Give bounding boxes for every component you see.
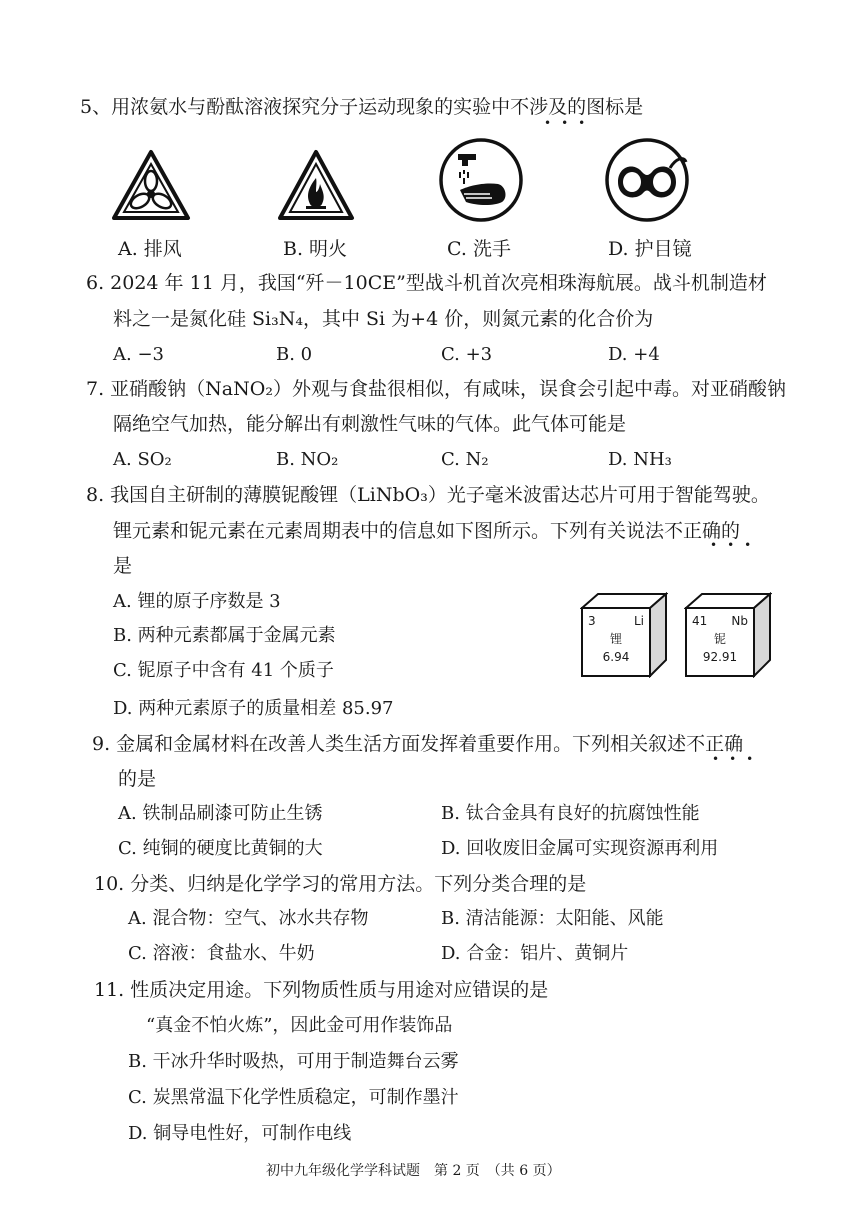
q10-option-a: A. 混合物：空气、冰水共存物 [128,908,369,929]
q11-stem: 11. 性质决定用途。下列物质性质与用途对应错误的是 [94,979,549,1001]
q8-option-a: A. 锂的原子序数是 3 [113,591,281,612]
q10-option-b: B. 清洁能源：太阳能、风能 [441,908,664,929]
q5-stem: 5、用浓氨水与酚酞溶液探究分子运动现象的实验中不涉及的图标是 [80,96,644,118]
q5-option-c: C. 洗手 [447,238,511,260]
q8-option-c: C. 铌原子中含有 41 个质子 [113,660,334,681]
q10-option-c: C. 溶液：食盐水、牛奶 [128,943,315,964]
q7-option-a: A. SO₂ [113,449,172,470]
fan-triangle-icon [110,148,192,228]
q7-stem-line2: 隔绝空气加热，能分解出有刺激性气味的气体。此气体可能是 [113,413,627,435]
q8-option-d: D. 两种元素原子的质量相差 85.97 [113,698,394,719]
emphasis-dots: ••• [544,116,596,130]
q8-stem-line2: 锂元素和铌元素在元素周期表中的信息如下图所示。下列有关说法不正确的 [113,520,741,542]
q9-option-c: C. 纯铜的硬度比黄铜的大 [118,838,323,859]
q9-stem-line2: 的是 [118,768,157,790]
q11-option-d: D. 铜导电性好，可制作电线 [128,1123,352,1144]
q9-stem-line1: 9. 金属和金属材料在改善人类生活方面发挥着重要作用。下列相关叙述不正确 [92,733,744,755]
q5-option-b: B. 明火 [283,238,348,260]
element-symbol: Nb [731,614,748,628]
emphasis-dots: ••• [712,752,764,766]
emphasis-dots: ••• [710,538,762,552]
q8-stem-line3: 是 [113,555,133,577]
element-number: 3 [588,614,596,628]
q8-stem-line1: 8. 我国自主研制的薄膜铌酸锂（LiNbO₃）光子毫米波雷达芯片可用于智能驾驶。 [86,484,770,506]
q9-option-d: D. 回收废旧金属可实现资源再利用 [441,838,719,859]
element-name: 铌 [713,632,726,646]
q9-option-b: B. 钛合金具有良好的抗腐蚀性能 [441,803,700,824]
q6-stem-line1: 6. 2024 年 11 月，我国“歼－10CE”型战斗机首次亮相珠海航展。战斗机制造材 [86,272,767,294]
flame-triangle-icon [276,148,356,228]
q8-option-b: B. 两种元素都属于金属元素 [113,625,336,646]
q10-stem: 10. 分类、归纳是化学学习的常用方法。下列分类合理的是 [94,873,587,895]
element-symbol: Li [633,614,644,628]
q11-option-a: “真金不怕火炼”，因此金可用作装饰品 [146,1015,453,1036]
page-footer: 初中九年级化学学科试题 第 2 页 （共 6 页） [266,1163,561,1179]
q5-option-d: D. 护目镜 [608,238,692,260]
element-name: 锂 [609,632,622,646]
q11-option-b: B. 干冰升华时吸热，可用于制造舞台云雾 [128,1051,459,1072]
q7-option-d: D. NH₃ [608,449,672,470]
element-number: 41 [692,614,708,628]
q11-option-c: C. 炭黑常温下化学性质稳定，可制作墨汁 [128,1087,459,1108]
q10-option-d: D. 合金：铝片、黄铜片 [441,943,629,964]
q7-option-b: B. NO₂ [276,449,339,470]
q7-option-c: C. N₂ [441,449,489,470]
q6-option-d: D. +4 [608,344,660,365]
q9-option-a: A. 铁制品刷漆可防止生锈 [118,803,323,824]
q6-option-a: A. −3 [113,344,164,365]
element-mass: 92.91 [702,650,738,664]
q6-option-b: B. 0 [276,344,313,365]
q6-stem-line2: 料之一是氮化硅 Si₃N₄，其中 Si 为+4 价，则氮元素的化合价为 [113,308,654,330]
goggles-icon [604,136,690,228]
q5-option-a: A. 排风 [118,238,182,260]
q6-option-c: C. +3 [441,344,493,365]
q7-stem-line1: 7. 亚硝酸钠（NaNO₂）外观与食盐很相似，有咸味，误食会引起中毒。对亚硝酸钠 [86,378,786,400]
element-mass: 6.94 [602,650,630,664]
wash-hands-icon [438,136,524,228]
